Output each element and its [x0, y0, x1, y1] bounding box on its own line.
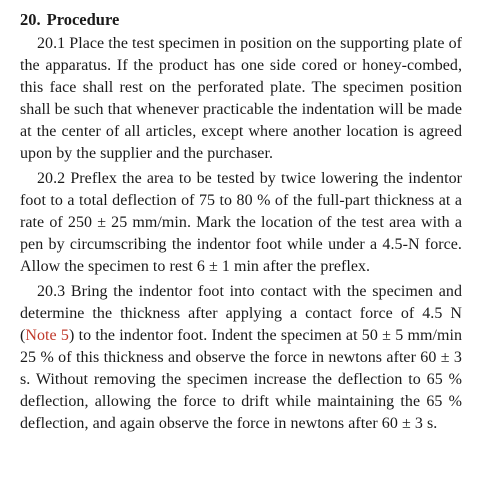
- section-number: 20.: [20, 10, 41, 29]
- document-page: [20, 10, 462, 438]
- paragraph-20-3-text-after: ) to the indentor foot. Indent the specimen at 50 ± 5 mm/min 25 % of this thickness and observe the force in newtons after 60 ± 3 s. Without removing the specimen increase the deflection to 65 % deflection, allowing the force to drift while maintaining the 65 % deflection, and again observe the force in newtons after 60 ± 3 s.: [20, 327, 463, 432]
- section-title: Procedure: [46, 10, 120, 29]
- section-heading: [20, 10, 462, 30]
- paragraph-20-2: 20.2 Preflex the area to be tested by twice lowering the indentor foot to a total deflection of 75 to 80 % of the full-part thickness at a rate of 250 ± 25 mm/min. Mark the location of the test area with a pen by circumscribing the indentor foot while under a 4.5-N force. Allow the specimen to rest 6 ± 1 min after the preflex.: [20, 170, 462, 275]
- paragraph-20-1: 20.1 Place the test specimen in position on the supporting plate of the apparatus. If the product has one side cored or honey-combed, this face shall rest on the perforated plate. The specimen position shall be such that whenever practicable the indentation will be made at the center of all articles, except where another location is agreed upon by the supplier and the purchaser.: [20, 35, 462, 162]
- note-5-link[interactable]: Note 5: [25, 327, 69, 344]
- paragraph-20-3-text-before: 20.3 Bring the indentor foot into contact with the specimen and determine the thickness after applying a contact force of 4.5 N (: [20, 283, 462, 344]
- paragraph-20-3: [20, 281, 462, 435]
